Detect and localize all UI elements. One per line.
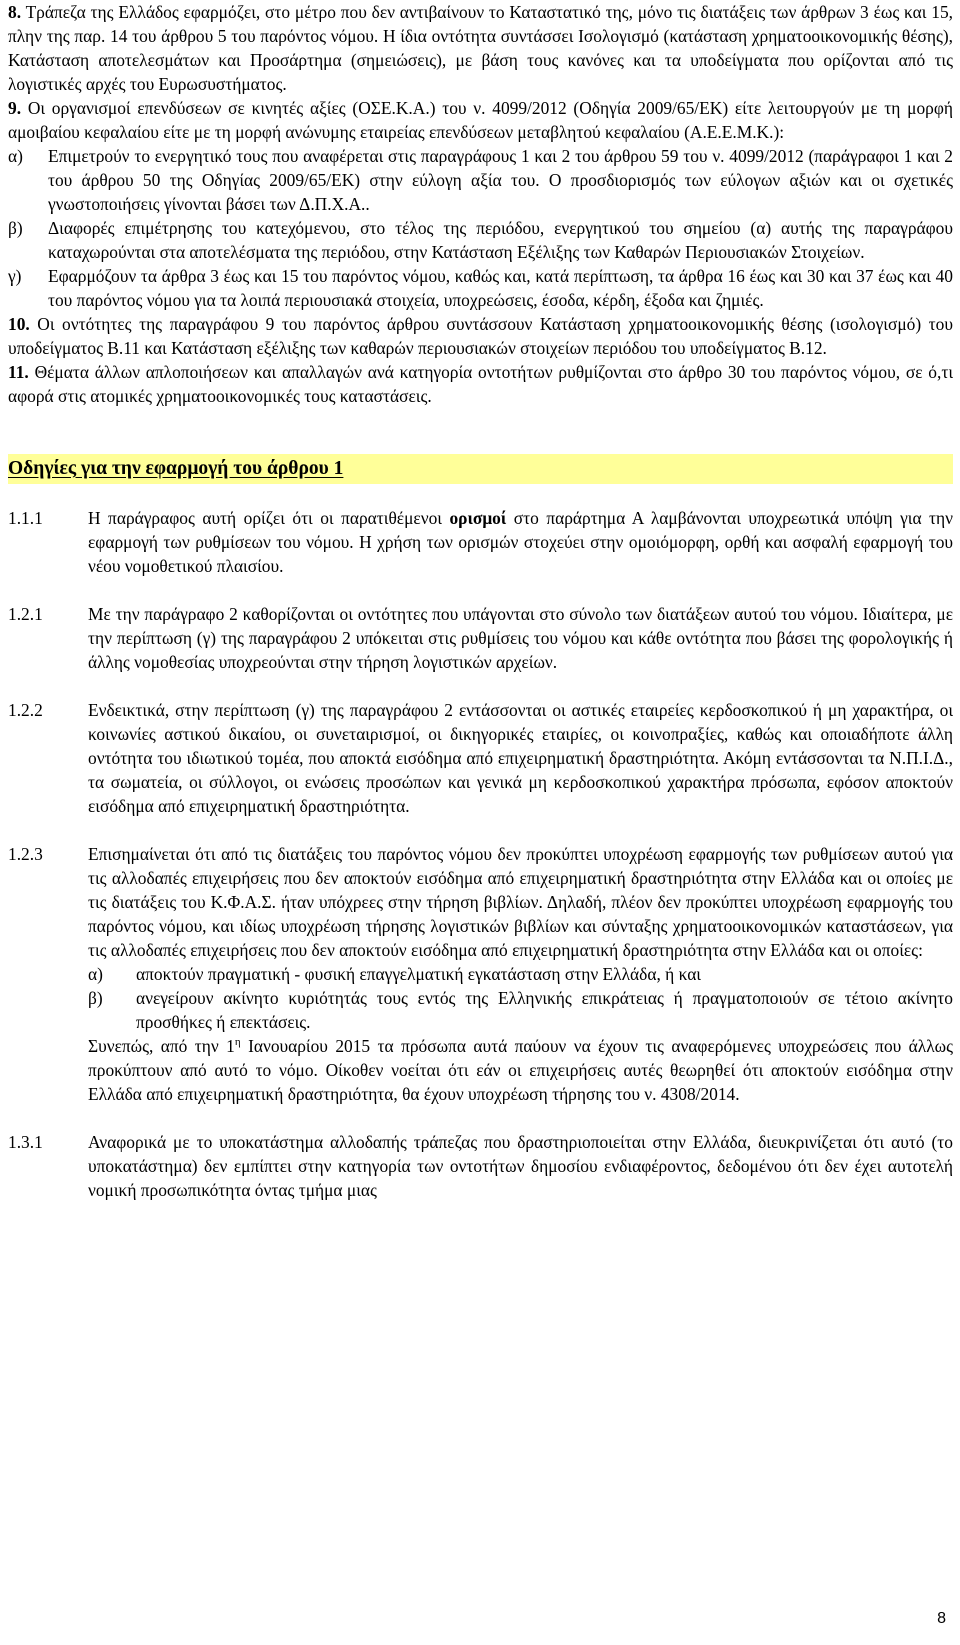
paragraph-10 xyxy=(8,312,953,360)
list-item-label: γ) xyxy=(8,266,22,286)
list-item-text: Εφαρμόζουν τα άρθρα 3 έως και 15 του παρόντος νόμου, καθώς και, κατά περίπτωση, τα άρθρα 16 έως και 30 και 37 έως και 40 του παρόντος νόμου για τα λοιπά περιουσιακά στοιχεία, υποχρεώσεις, έσοδα, κέρδη, έξοδα και ζημιές. xyxy=(48,266,953,310)
guidance-1-1-1 xyxy=(8,506,953,578)
list-item xyxy=(8,216,953,264)
closing-text-part: Ιανουαρίου 2015 τα πρόσωπα αυτά παύουν να έχουν τις αναφερόμενες υποχρεώσεις που άλλως προκύπτουν από αυτό το νόμο. Οίκοθεν νοείται ότι εάν οι επιχειρήσεις αυτές θεωρηθεί ότι αποκτούν εισόδημα στην Ελλάδα από επιχειρηματική δραστηριότητα, θα έχουν υποχρέωση τήρησης του ν. 4308/2014. xyxy=(88,1036,953,1104)
guidance-text: Ενδεικτικά, στην περίπτωση (γ) της παραγράφου 2 εντάσσονται οι αστικές εταιρείες κερδοσκοπικού ή μη χαρακτήρα, οι κοινωνίες αστικού δικαίου, οι συνεταιρισμοί, οι δικηγορικές εταιρίες, οι κοινοπραξίες, καθώς και οποιαδήποτε άλλη οντότητα του ιδιωτικού τομέα, που αποκτά εισόδημα από επιχειρηματική δραστηριότητα. Ακόμη εντάσσονται τα Ν.Π.Ι.Δ., τα σωματεία, οι σύλλογοι, οι ενώσεις προσώπων και γενικά μη κερδοσκοπικού χαρακτήρα πρόσωπα, εφόσον αποκτούν εισόδημα από επιχειρηματική δραστηριότητα. xyxy=(88,700,953,816)
guidance-1-3-1 xyxy=(8,1130,953,1202)
list-item-text: Διαφορές επιμέτρησης του κατεχόμενου, στο τέλος της περιόδου, ενεργητικού του σημείου (α) αυτής της παραγράφου καταχωρούνται στα αποτελέσματα της περιόδου, στην Κατάσταση Εξέλιξης των Καθαρών Περιουσιακών Στοιχείων. xyxy=(48,218,953,262)
list-item-text: Επιμετρούν το ενεργητικό τους που αναφέρεται στις παραγράφους 1 και 2 του άρθρου 59 του ν. 4099/2012 (παράγραφοι 1 και 2 του άρθρου 50 της Οδηγίας 2009/65/ΕΚ) στην εύλογη αξία του. Ο προσδιορισμός των εύλογων αξιών και οι σχετικές γνωστοποιήσεις γίνονται βάσει των Δ.Π.Χ.Α.. xyxy=(48,146,953,214)
list-item xyxy=(8,144,953,216)
list-item-text: αποκτούν πραγματική - φυσική επαγγελματική εγκατάσταση στην Ελλάδα, ή και xyxy=(136,964,701,984)
guidance-number: 1.2.2 xyxy=(8,700,43,720)
guidance-text: Με την παράγραφο 2 καθορίζονται οι οντότητες που υπάγονται στο σύνολο των διατάξεων αυτού του νόμου. Ιδιαίτερα, με την περίπτωση (γ) της παραγράφου 2 υπόκειται στις ρυθμίσεις του νόμου και κάθε οντότητα που βάσει της φορολογικής ή άλλης νομοθεσίας υποχρεούνται στην τήρηση λογιστικών αρχείων. xyxy=(88,604,953,672)
guidance-text xyxy=(88,506,953,578)
document-page xyxy=(8,0,953,1202)
guidance-text: Επισημαίνεται ότι από τις διατάξεις του παρόντος νόμου δεν προκύπτει υποχρέωση εφαρμογής των ρυθμίσεων αυτού για τις αλλοδαπές επιχειρήσεις που δεν αποκτούν εισόδημα από επιχειρηματική δραστηριότητα στην Ελλάδα και οι οποίες με τις διατάξεις του Κ.Φ.Α.Σ. ήταν υπόχρεες στην τήρηση βιβλίων. Δηλαδή, πλέον δεν προκύπτει υποχρέωση εφαρμογής του παρόντος νόμου, και ιδίως υποχρέωση τήρησης λογιστικών βιβλίων και σύνταξης χρηματοοικονομικών καταστάσεων, για τις αλλοδαπές επιχειρήσεις που δεν αποκτούν εισόδημα από επιχειρηματική δραστηριότητα στην Ελλάδα και οι οποίες: xyxy=(88,844,953,960)
page-number: 8 xyxy=(937,1610,946,1627)
paragraph-text: Θέματα άλλων απλοποιήσεων και απαλλαγών ανά κατηγορία οντοτήτων ρυθμίζονται στο άρθρο 30 του παρόντος νόμου, σε ό,τι αφορά στις ατομικές χρηματοοικονομικές τους καταστάσεις. xyxy=(8,362,953,406)
list-item xyxy=(8,264,953,312)
guidance-closing xyxy=(88,1034,953,1106)
paragraph-9 xyxy=(8,96,953,144)
list-item xyxy=(88,962,953,986)
paragraph-text: Οι οντότητες της παραγράφου 9 του παρόντος άρθρου συντάσσουν Κατάσταση χρηματοοικονομικής θέσης (ισολογισμό) του υποδείγματος Β.11 και Κατάσταση εξέλιξης των καθαρών περιουσιακών στοιχείων περιόδου του υποδείγματος Β.12. xyxy=(8,314,953,358)
guidance-body xyxy=(88,842,953,1106)
paragraph-11 xyxy=(8,360,953,408)
list-item xyxy=(88,986,953,1034)
guidance-1-2-3 xyxy=(8,842,953,1106)
list-item-label: α) xyxy=(88,964,103,984)
guidance-1-2-2 xyxy=(8,698,953,818)
paragraph-number: 10. xyxy=(8,314,30,334)
paragraph-number: 8. xyxy=(8,2,22,22)
guidance-text-part: Η παράγραφος αυτή ορίζει ότι οι παρατιθέμενοι xyxy=(88,508,450,528)
guidance-number: 1.2.1 xyxy=(8,604,43,624)
paragraph-text: Τράπεζα της Ελλάδος εφαρμόζει, στο μέτρο που δεν αντιβαίνουν το Καταστατικό της, μόνο τις διατάξεις των άρθρων 3 έως και 15, πλην της παρ. 14 του άρθρου 5 του παρόντος νόμου. Η ίδια οντότητα συντάσσει Ισολογισμό (κατάσταση χρηματοοικονομικής θέσης), Κατάσταση αποτελεσμάτων και Προσάρτημα (σημειώσεις), με βάση τους κανόνες και τα υποδείγματα που ορίζονται από τις λογιστικές αρχές του Ευρωσυστήματος. xyxy=(8,2,953,94)
guidance-number: 1.2.3 xyxy=(8,844,43,864)
paragraph-8 xyxy=(8,0,953,96)
ordinal-superscript: η xyxy=(234,1036,241,1049)
guidance-1-2-1 xyxy=(8,602,953,674)
paragraph-number: 11. xyxy=(8,362,29,382)
list-item-text: ανεγείρουν ακίνητο κυριότητάς τους εντός της Ελληνικής επικράτειας ή πραγματοποιούν σε τέτοιο ακίνητο προσθήκες ή επεκτάσεις. xyxy=(136,988,953,1032)
bold-term: ορισμοί xyxy=(449,508,507,528)
paragraph-number: 9. xyxy=(8,98,22,118)
list-item-label: β) xyxy=(8,218,23,238)
guidance-text: Αναφορικά με το υποκατάστημα αλλοδαπής τράπεζας που δραστηριοποιείται στην Ελλάδα, διευκρινίζεται ότι αυτό (το υποκατάστημα) δεν εμπίπτει στην κατηγορία των οντοτήτων δημοσίου ενδιαφέροντος, δεδομένου ότι δεν έχει αυτοτελή νομική προσωπικότητα όντας τμήμα μιας xyxy=(88,1132,953,1200)
guidance-number: 1.1.1 xyxy=(8,508,43,528)
closing-text-part: Συνεπώς, από την 1 xyxy=(88,1036,235,1056)
list-item-label: α) xyxy=(8,146,23,166)
section-heading xyxy=(8,454,953,484)
list-item-label: β) xyxy=(88,988,103,1008)
guidance-text-part: στο παράρτημα Α λαμβάνονται υποχρεωτικά υπόψη για την εφαρμογή των ρυθμίσεων του νόμου. Η χρήση των ορισμών στοχεύει στην ομοιόμορφη, ορθή και ασφαλή εφαρμογή του νέου νομοθετικού πλαισίου. xyxy=(88,508,953,576)
paragraph-text: Οι οργανισμοί επενδύσεων σε κινητές αξίες (ΟΣΕ.Κ.Α.) του ν. 4099/2012 (Οδηγία 2009/65/ΕΚ) είτε λειτουργούν με τη μορφή αμοιβαίου κεφαλαίου είτε με τη μορφή ανώνυμης εταιρείας επενδύσεων μεταβλητού κεφαλαίου (Α.Ε.Ε.Μ.Κ.): xyxy=(8,98,953,142)
guidance-number: 1.3.1 xyxy=(8,1132,43,1152)
section-heading-text: Οδηγίες για την εφαρμογή του άρθρου 1 xyxy=(8,458,344,479)
